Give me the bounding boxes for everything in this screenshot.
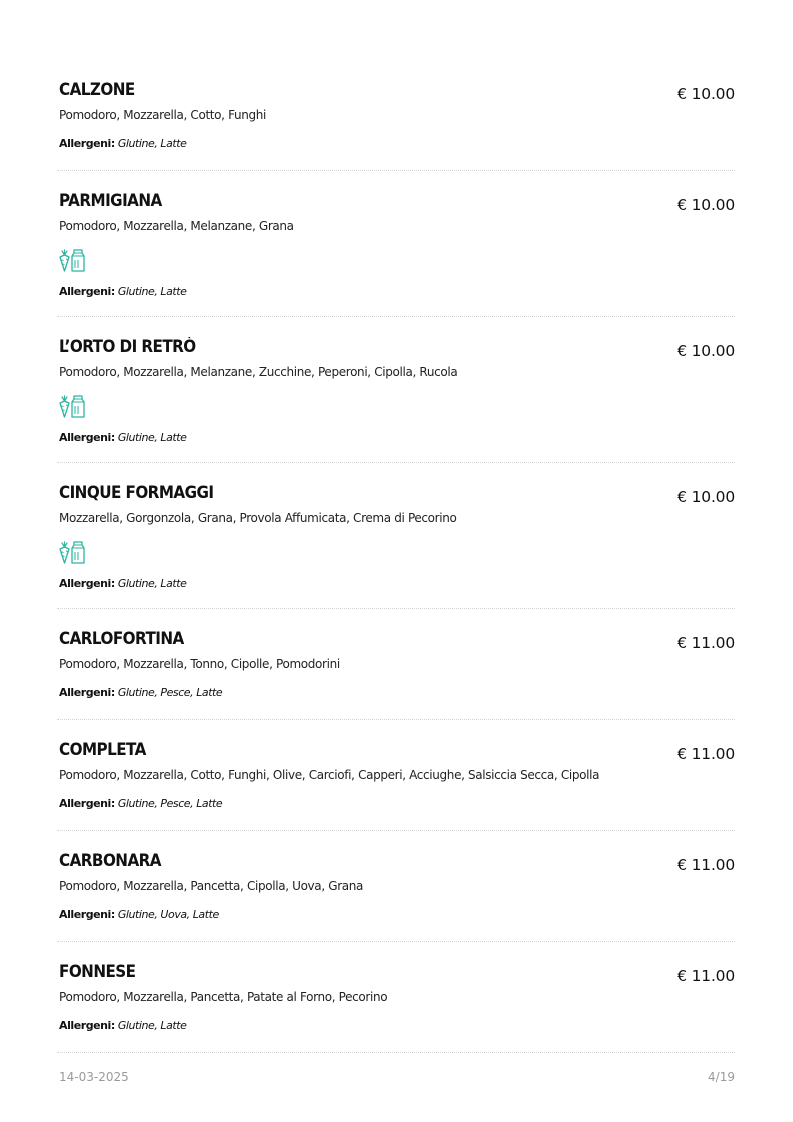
item-name: CARLOFORTINA — [59, 629, 184, 648]
item-name: L’ORTO DI RETRÒ — [59, 337, 196, 356]
item-allergens — [59, 686, 735, 700]
allergens-label: Allergeni: — [59, 577, 115, 590]
item-allergens — [59, 908, 735, 922]
allergens-list: Glutine, Pesce, Latte — [117, 686, 223, 699]
menu-item-calzone — [57, 60, 735, 171]
item-price: € 10.00 — [677, 196, 735, 214]
item-allergens — [59, 285, 735, 299]
dairy-milk-icon — [71, 394, 85, 418]
item-name: CARBONARA — [59, 851, 161, 870]
menu-item-fonnese — [57, 942, 735, 1053]
allergens-list: Glutine, Latte — [117, 577, 187, 590]
item-allergens — [59, 1019, 735, 1033]
allergens-label: Allergeni: — [59, 908, 115, 921]
item-description: Pomodoro, Mozzarella, Pancetta, Cipolla, Uova, Grana — [59, 879, 364, 893]
page-number: 4/19 — [708, 1070, 735, 1084]
item-name: COMPLETA — [59, 740, 146, 759]
item-name: CINQUE FORMAGGI — [59, 483, 214, 502]
allergens-label: Allergeni: — [59, 1019, 115, 1032]
menu-item-cinque-formaggi — [57, 463, 735, 609]
item-allergens — [59, 577, 735, 591]
item-price: € 10.00 — [677, 85, 735, 103]
item-description: Pomodoro, Mozzarella, Tonno, Cipolle, Pomodorini — [59, 657, 340, 671]
footer-date: 14-03-2025 — [59, 1070, 129, 1084]
item-description: Pomodoro, Mozzarella, Cotto, Funghi, Olive, Carciofi, Capperi, Acciughe, Salsiccia Secca, Cipolla — [59, 768, 600, 782]
item-name: FONNESE — [59, 962, 136, 981]
item-description: Pomodoro, Mozzarella, Cotto, Funghi — [59, 108, 266, 122]
item-price: € 11.00 — [677, 967, 735, 985]
allergens-list: Glutine, Latte — [117, 285, 187, 298]
item-name: CALZONE — [59, 80, 135, 99]
allergens-list: Glutine, Pesce, Latte — [117, 797, 223, 810]
allergens-list: Glutine, Latte — [117, 1019, 187, 1032]
diet-icons — [58, 539, 735, 565]
menu-item-orto-di-retro — [57, 317, 735, 463]
item-allergens — [59, 797, 735, 811]
item-description: Mozzarella, Gorgonzola, Grana, Provola Affumicata, Crema di Pecorino — [59, 511, 457, 525]
dairy-milk-icon — [71, 540, 85, 564]
item-description: Pomodoro, Mozzarella, Melanzane, Zucchine, Peperoni, Cipolla, Rucola — [59, 365, 458, 379]
item-price: € 11.00 — [677, 856, 735, 874]
item-price: € 10.00 — [677, 488, 735, 506]
item-description: Pomodoro, Mozzarella, Pancetta, Patate al Forno, Pecorino — [59, 990, 388, 1004]
item-description: Pomodoro, Mozzarella, Melanzane, Grana — [59, 219, 294, 233]
vegetarian-carrot-icon — [58, 248, 71, 272]
item-price: € 10.00 — [677, 342, 735, 360]
item-allergens — [59, 431, 735, 445]
allergens-label: Allergeni: — [59, 797, 115, 810]
allergens-list: Glutine, Latte — [117, 431, 187, 444]
allergens-label: Allergeni: — [59, 431, 115, 444]
allergens-label: Allergeni: — [59, 137, 115, 150]
menu-item-carlofortina — [57, 609, 735, 720]
diet-icons — [58, 247, 735, 273]
allergens-label: Allergeni: — [59, 285, 115, 298]
allergens-label: Allergeni: — [59, 686, 115, 699]
vegetarian-carrot-icon — [58, 540, 71, 564]
menu-list — [57, 60, 735, 1053]
item-price: € 11.00 — [677, 745, 735, 763]
dairy-milk-icon — [71, 248, 85, 272]
allergens-list: Glutine, Uova, Latte — [117, 908, 219, 921]
menu-item-completa — [57, 720, 735, 831]
vegetarian-carrot-icon — [58, 394, 71, 418]
item-name: PARMIGIANA — [59, 191, 162, 210]
item-allergens — [59, 137, 735, 151]
diet-icons — [58, 393, 735, 419]
menu-item-parmigiana — [57, 171, 735, 317]
item-price: € 11.00 — [677, 634, 735, 652]
allergens-list: Glutine, Latte — [117, 137, 187, 150]
menu-item-carbonara — [57, 831, 735, 942]
